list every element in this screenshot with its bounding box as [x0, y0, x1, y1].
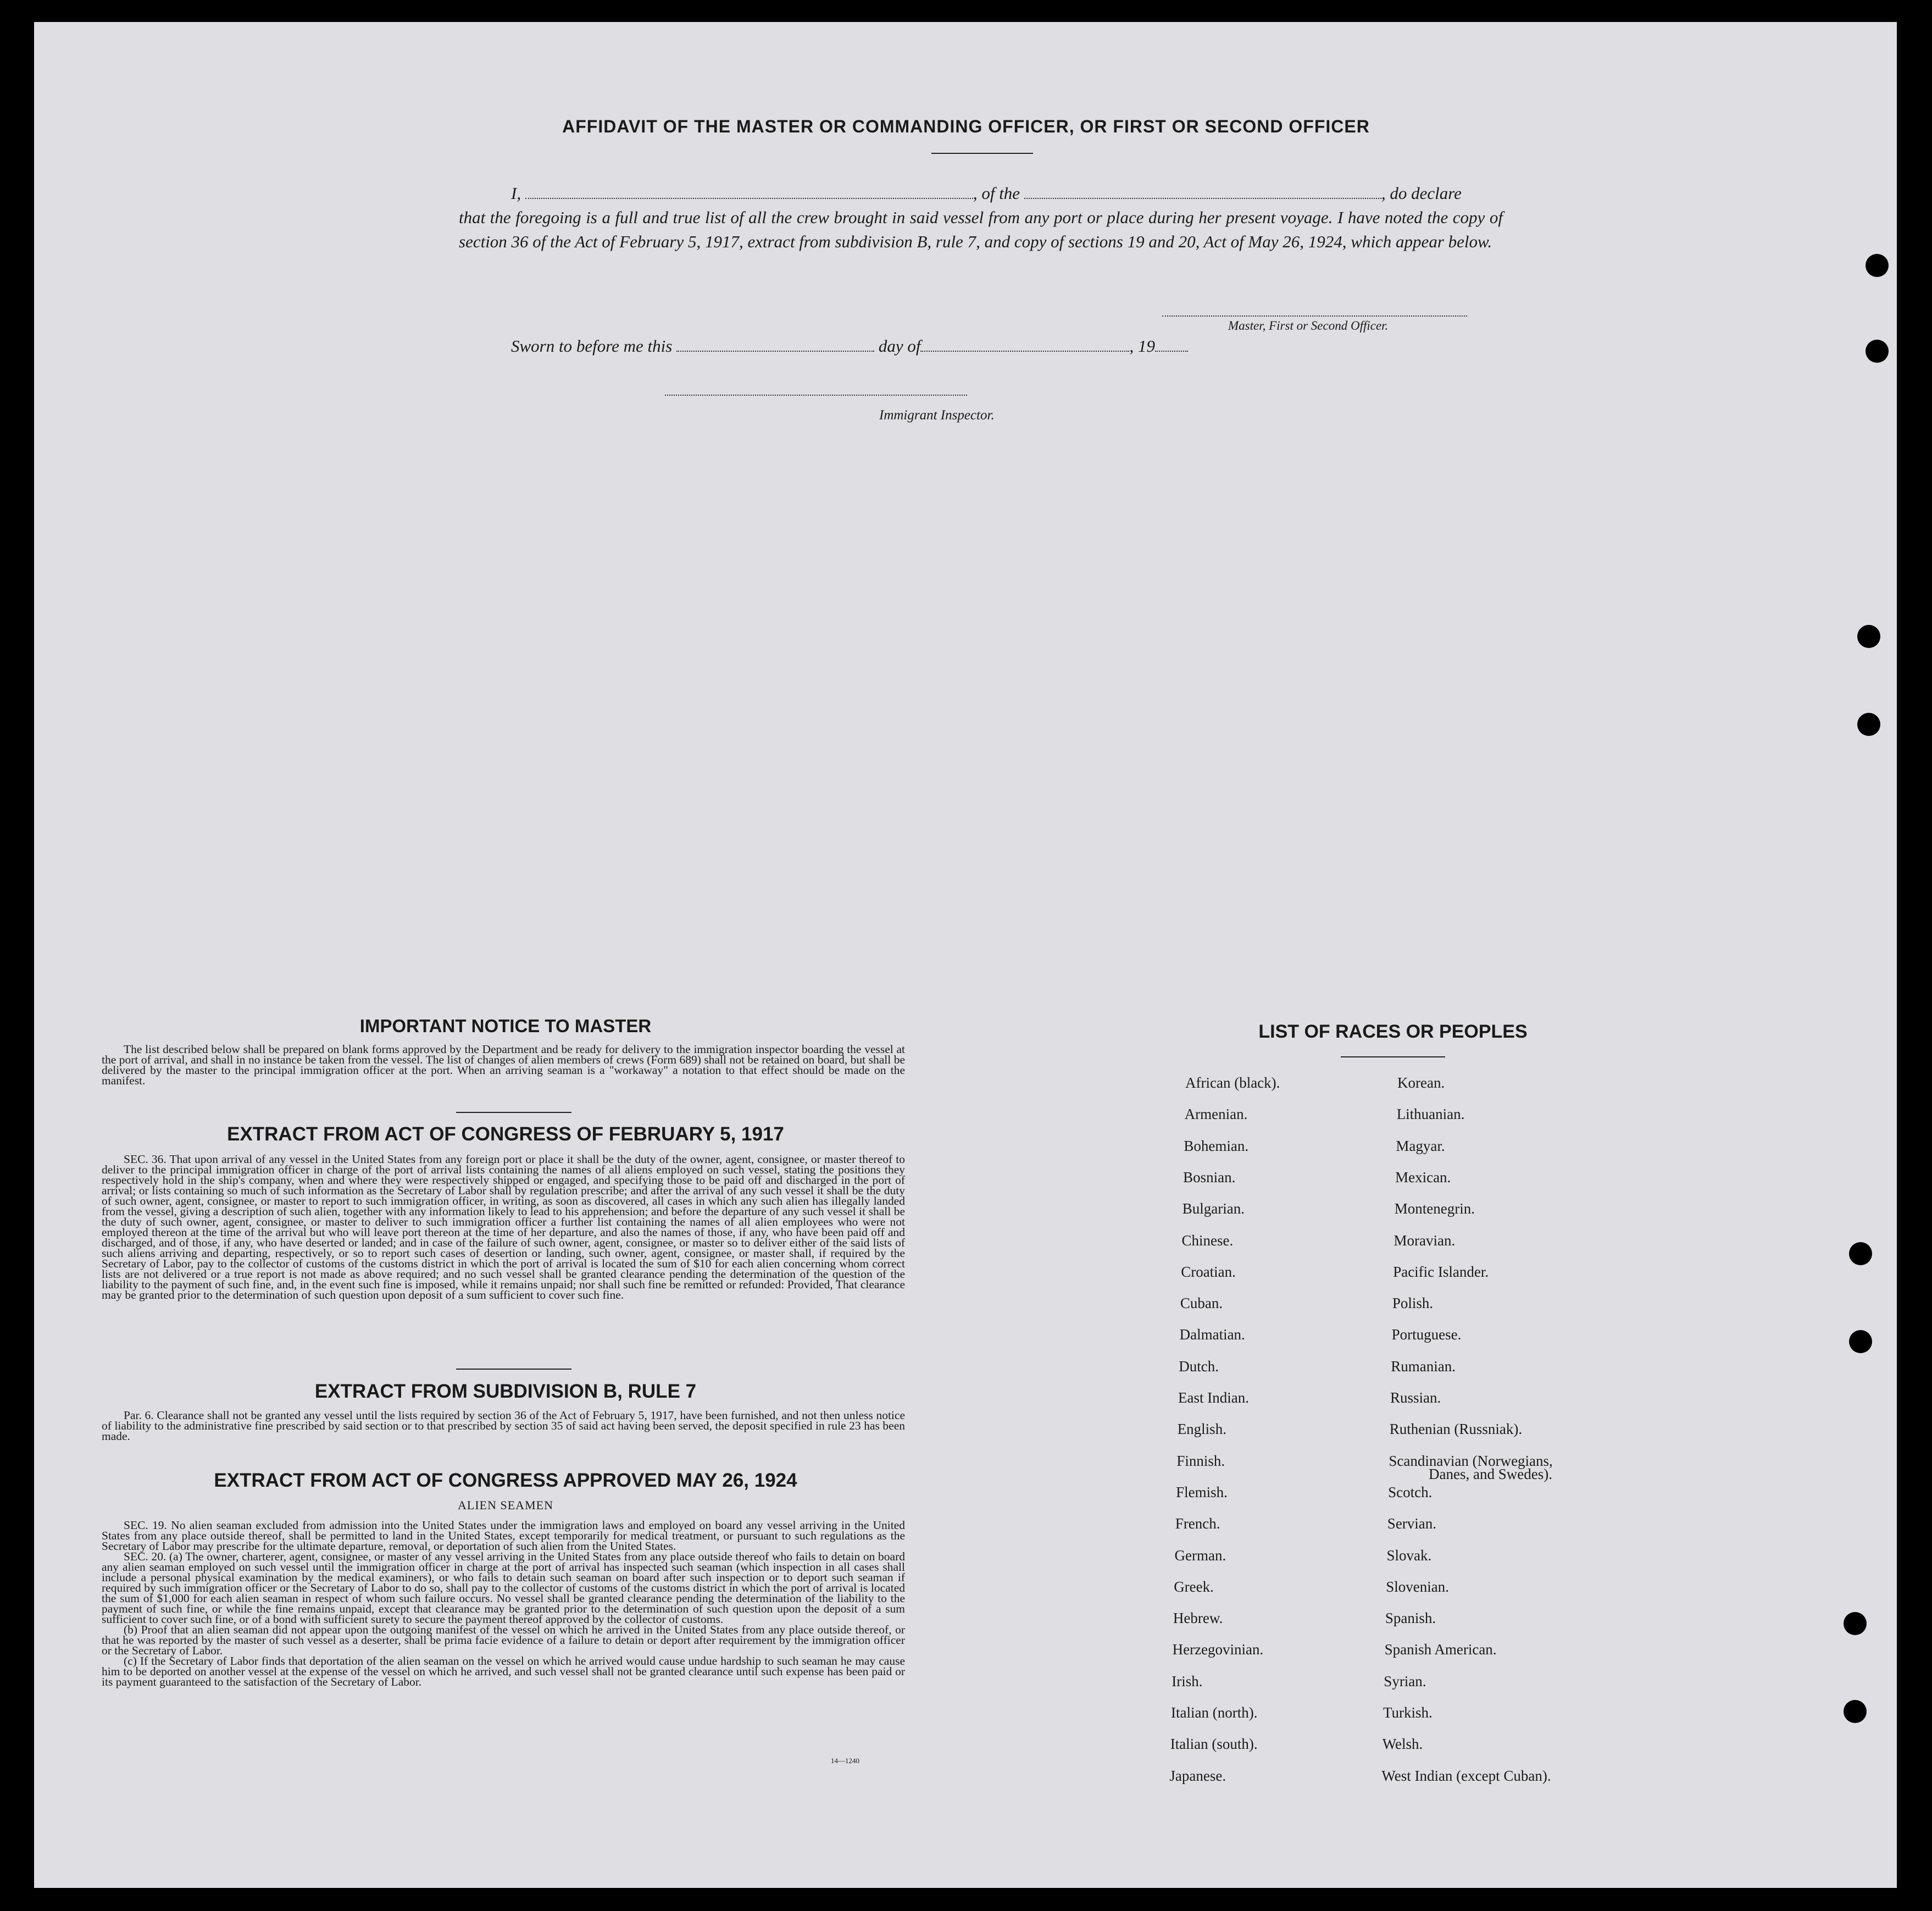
sworn-day-field[interactable] — [676, 351, 874, 352]
race-item: Danes, and Swedes). — [1429, 1465, 1552, 1482]
sworn-year-field[interactable] — [1155, 351, 1188, 352]
vessel-name-field[interactable] — [1024, 198, 1381, 199]
notice-title: IMPORTANT NOTICE TO MASTER — [359, 1016, 652, 1036]
race-item: Croatian. — [1181, 1263, 1236, 1280]
race-item: Greek. — [1174, 1578, 1214, 1595]
extract-1924-block — [102, 1520, 905, 1687]
extract-rule7-text: Par. 6. Clearance shall not be granted any vessel until the lists required by section 36 of the Act of February 5, 1917, have been furnished, and not then unless notice of liability to the administrative fine prescribed by said section or to that prescribed by section 35 of said act having been served, the deposit specified in rule 23 has been made. — [102, 1409, 905, 1443]
binder-hole — [1849, 1242, 1872, 1265]
race-item: Dalmatian. — [1179, 1326, 1245, 1343]
extract-1917-text: SEC. 36. That upon arrival of any vessel in the United States from any foreign port or place it shall be the duty of the owner, agent, consignee, or master thereof to deliver to the principal immigration officer in charge of the port of arrival lists containing the names of all aliens employed on such vessel, stating the positions they respectively hold in the ship's company, when and where they were respectively shipped or engaged, and specifying those to be paid off and discharged in the port of arrival; or lists containing so much of such information as the Secretary of Labor shall by regulation prescribe; and after the arrival of any such vessel it shall be the duty of such owner, agent, consignee, or master to report to such immigration officer, in writing, as soon as discovered, all cases in which any such alien has illegally landed from the vessel, giving a description of such alien, together with any information likely to lead to his apprehension; and before the departure of any such vessel it shall be the duty of such owner, agent, consignee, or master to deliver to such immigration officer a further list containing the names of all alien employees who were not employed thereon at the time of the arrival but who will leave port thereon at the time of her departure, and also the names of those, if any, who have been paid off and discharged, and of those, if any, who have deserted or landed; and in case of the failure of such owner, agent, consignee, or master so to deliver either of the said lists of such aliens arriving and departing, respectively, or so to report such cases of desertion or landing, such owner, agent, consignee, or master shall, if required by the Secretary of Labor, pay to the collector of customs of the customs district in which the port of arrival is located the sum of $10 for each alien concerning whom correct lists are not delivered or a true report is not made as above required; and no such vessel shall be granted clearance pending the determination of the question of the liability to the payment of such fine, and, in the event such fine is imposed, while it remains unpaid; nor shall such fine be remitted or refunded: Provided, That clearance may be granted prior to the determination of such question upon deposit of a sum sufficient to cover such fine. — [102, 1153, 905, 1301]
race-item: Slovenian. — [1386, 1578, 1449, 1595]
race-item: Bohemian. — [1184, 1137, 1249, 1154]
race-item: Chinese. — [1181, 1232, 1234, 1249]
race-item: Rumanian. — [1391, 1358, 1456, 1375]
race-item: French. — [1175, 1515, 1220, 1532]
race-item: Slovak. — [1386, 1547, 1432, 1564]
race-item: Mexican. — [1395, 1168, 1451, 1186]
race-item: Russian. — [1390, 1389, 1441, 1406]
sworn-text: Sworn to before me this — [511, 336, 673, 356]
race-item: Armenian. — [1184, 1106, 1248, 1123]
race-item: Magyar. — [1396, 1137, 1445, 1154]
affidavit-title: AFFIDAVIT OF THE MASTER OR COMMANDING OFFICER, OR FIRST OR SECOND OFFICER — [562, 117, 1370, 136]
binder-hole — [1844, 1700, 1867, 1723]
race-item: Lithuanian. — [1396, 1106, 1465, 1123]
extract-1924-title: EXTRACT FROM ACT OF CONGRESS APPROVED MAY 26, 1924 — [214, 1470, 797, 1491]
race-item: Bosnian. — [1183, 1168, 1236, 1186]
race-item: Italian (north). — [1171, 1704, 1258, 1721]
race-item: Italian (south). — [1170, 1736, 1258, 1753]
alien-seamen-subtitle: ALIEN SEAMEN — [458, 1498, 553, 1512]
affidavit-i: I, — [511, 184, 521, 203]
race-item: English. — [1177, 1421, 1226, 1438]
extract-1917-block — [102, 1154, 905, 1300]
binder-hole — [1849, 1330, 1872, 1353]
signature-label: Master, First or Second Officer. — [1228, 319, 1389, 333]
sec19-text: SEC. 19. No alien seaman excluded from admission into the United States under the immigration laws and employed on board any vessel arriving in the United States from any place outside thereof, shall be permitted to land in the United States, except temporarily for medical treatment, or pursuant to such regulations as the Secretary of Labor may prescribe for the ultimate departure, removal, or deportation of such alien from the United States. — [102, 1519, 905, 1553]
race-item: Bulgarian. — [1182, 1200, 1245, 1217]
section-rule — [456, 1112, 571, 1113]
race-item: Moravian. — [1394, 1232, 1456, 1249]
race-item: Hebrew. — [1173, 1610, 1223, 1627]
race-item: Irish. — [1172, 1672, 1203, 1690]
race-item: Montenegrin. — [1394, 1200, 1475, 1217]
affidavit-of-the: , of the — [973, 184, 1020, 203]
race-item: Spanish American. — [1384, 1641, 1497, 1658]
races-rule — [1341, 1056, 1445, 1057]
sec20c-text: (c) If the Secretary of Labor finds that deportation of the alien seaman on the vessel on which he arrived would cause undue hardship to such seaman he may cause him to be deported on another vessel at the expense of the vessel on which he arrived, and such vessel shall not be granted clearance until such expense has been paid or its payment guaranteed to the satisfaction of the Secretary of Labor. — [102, 1654, 905, 1688]
officer-name-field[interactable] — [525, 198, 973, 199]
inspector-label: Immigrant Inspector. — [879, 408, 995, 423]
sworn-day-of: day of — [878, 336, 921, 356]
race-item: Scotch. — [1388, 1483, 1433, 1500]
sworn-line — [511, 336, 1188, 356]
race-item: Cuban. — [1180, 1295, 1223, 1312]
race-item: Korean. — [1397, 1074, 1445, 1091]
binder-hole — [1866, 254, 1889, 277]
race-item: African (black). — [1185, 1074, 1280, 1091]
race-item: Portuguese. — [1391, 1326, 1462, 1343]
binder-hole — [1857, 625, 1880, 648]
race-item: Pacific Islander. — [1393, 1263, 1489, 1280]
race-item: Syrian. — [1384, 1672, 1426, 1690]
race-item: German. — [1174, 1547, 1226, 1564]
form-number: 14—1240 — [831, 1757, 859, 1765]
notice-text: The list described below shall be prepared on blank forms approved by the Department and be ready for delivery to the immigration inspector boarding the vessel at the port of arrival, and shall in no instance be taken from the vessel. The list of changes of alien members of crews (Form 689) shall not be retained on board, but shall be delivered by the master to the principal immigration officer at the port. When an arriving seaman is a "workaway" a notation to that effect should be made on the manifest. — [102, 1043, 905, 1087]
sec20a-text: SEC. 20. (a) The owner, charterer, agent, consignee, or master of any vessel arriving in the United States from any place outside thereof who fails to detain on board any alien seaman employed on such vessel until the immigration officer in charge at the port of arrival has inspected such seaman (which inspection in all cases shall include a personal physical examination by the medical examiners), or who fails to detain such seaman on board after such inspection or to deport such seaman if required by such immigration officer or the Secretary of Labor to do so, shall pay to the collector of customs of the customs district in which the port of arrival is located the sum of $1,000 for each alien seaman in respect of whom such failure occurs. No vessel shall be granted clearance pending the determination of the liability to the payment of such fine, or while the fine remains unpaid, except that clearance may be granted prior to the determination of such question upon the deposit of a sum sufficient to cover such fine, or of a bond with sufficient surety to secure the payment thereof approved by the collector of customs. — [102, 1550, 905, 1626]
race-item: East Indian. — [1178, 1389, 1249, 1406]
sec20b-text: (b) Proof that an alien seaman did not appear upon the outgoing manifest of the vessel on which he arrived in the United States from any place outside thereof, or that he was reported by the master of such vessel as a deserter, shall be prima facie evidence of a failure to detain or deport after requirement by the immigration officer or the Secretary of Labor. — [102, 1623, 905, 1657]
race-item: Finnish. — [1176, 1452, 1225, 1469]
extract-rule7-block — [102, 1410, 905, 1442]
extract-1917-title: EXTRACT FROM ACT OF CONGRESS OF FEBRUARY 5, 1917 — [227, 1123, 784, 1145]
race-item: Herzegovinian. — [1172, 1641, 1264, 1658]
affidavit-declare: , do declare — [1381, 184, 1462, 203]
race-item: Servian. — [1387, 1515, 1437, 1532]
race-item: Flemish. — [1176, 1483, 1228, 1500]
races-title: LIST OF RACES OR PEOPLES — [1258, 1021, 1528, 1042]
binder-hole — [1866, 340, 1889, 363]
inspector-signature-line[interactable] — [665, 395, 967, 396]
race-item: Turkish. — [1383, 1704, 1433, 1721]
extract-rule7-title: EXTRACT FROM SUBDIVISION B, RULE 7 — [314, 1381, 697, 1402]
race-item: West Indian (except Cuban). — [1381, 1767, 1551, 1784]
binder-hole — [1844, 1612, 1867, 1635]
binder-hole — [1857, 713, 1880, 736]
affidavit-text: that the foregoing is a full and true list of all the crew brought in said vessel from any port or place during her present voyage. I have noted the copy of section 36 of the Act of February 5, 1917, extract from subdivision B, rule 7, and copy of sections 19 and 20, Act of May 26, 1924, which appear below. — [459, 208, 1503, 251]
race-item: Ruthenian (Russniak). — [1389, 1421, 1523, 1438]
signature-line[interactable] — [1162, 315, 1467, 317]
race-item: Spanish. — [1385, 1610, 1436, 1627]
sworn-month-field[interactable] — [920, 351, 1129, 352]
affidavit-body — [459, 181, 1503, 254]
sworn-year-prefix: , 19 — [1129, 336, 1155, 356]
title-rule — [931, 153, 1033, 154]
race-item: Scandinavian (Norwegians, — [1389, 1452, 1553, 1469]
race-item: Japanese. — [1169, 1767, 1226, 1784]
notice-text-block — [102, 1044, 905, 1086]
section-rule — [456, 1369, 571, 1370]
race-item: Polish. — [1392, 1295, 1434, 1312]
race-item: Welsh. — [1382, 1736, 1423, 1753]
race-item: Dutch. — [1179, 1358, 1219, 1375]
